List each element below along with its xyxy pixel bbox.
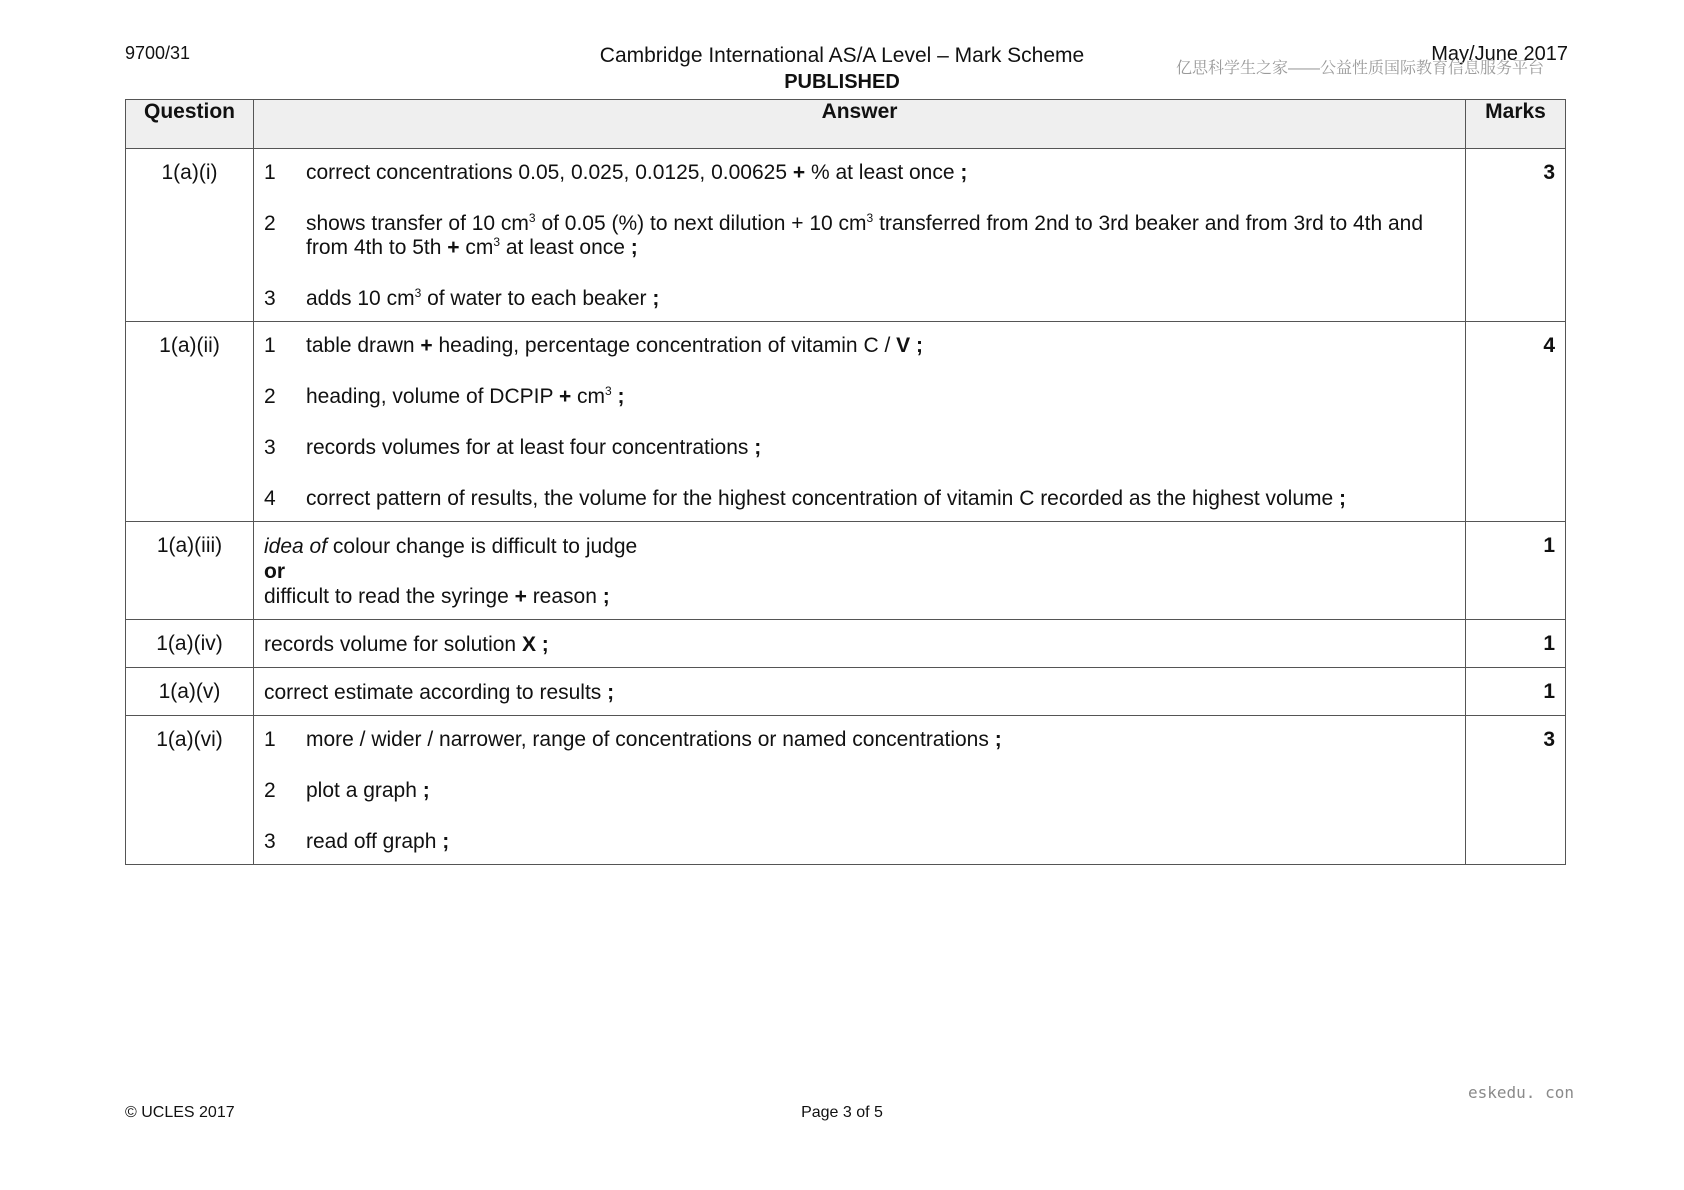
point-number: 2 bbox=[264, 385, 276, 408]
answer-line: correct estimate according to results ; bbox=[264, 681, 615, 704]
point-text: table drawn + heading, percentage concentration of vitamin C / V ; bbox=[306, 334, 923, 357]
answer-line: difficult to read the syringe + reason ; bbox=[264, 585, 610, 608]
copyright-notice: © UCLES 2017 bbox=[125, 1104, 235, 1121]
answer-cell bbox=[254, 322, 1466, 522]
answer-point bbox=[264, 385, 1455, 409]
header-answer: Answer bbox=[254, 100, 1466, 149]
mark-scheme-table bbox=[125, 99, 1566, 865]
point-number: 3 bbox=[264, 436, 276, 459]
marks-cell: 4 bbox=[1466, 322, 1566, 522]
answer-point bbox=[264, 728, 1455, 752]
marks-cell: 1 bbox=[1466, 522, 1566, 620]
header-marks: Marks bbox=[1466, 100, 1566, 149]
point-number: 1 bbox=[264, 728, 276, 751]
answer-line: records volume for solution X ; bbox=[264, 633, 549, 656]
table-header-row bbox=[126, 100, 1566, 149]
header-question: Question bbox=[126, 100, 254, 149]
answer-point bbox=[264, 334, 1455, 358]
answer-point bbox=[264, 779, 1455, 803]
point-number: 3 bbox=[264, 287, 276, 310]
point-number: 1 bbox=[264, 161, 276, 184]
question-cell: 1(a)(iv) bbox=[126, 620, 254, 668]
page-number: Page 3 of 5 bbox=[801, 1104, 883, 1121]
point-text: records volumes for at least four concentrations ; bbox=[306, 436, 762, 459]
marks-cell: 3 bbox=[1466, 149, 1566, 322]
answer-point bbox=[264, 436, 1455, 460]
answer-line: idea of colour change is difficult to judge bbox=[264, 535, 638, 558]
point-number: 2 bbox=[264, 779, 276, 802]
or-separator: or bbox=[264, 560, 285, 583]
answer-point bbox=[264, 212, 1455, 260]
answer-cell bbox=[254, 668, 1466, 716]
table-row bbox=[126, 716, 1566, 865]
table-row bbox=[126, 668, 1566, 716]
point-text: heading, volume of DCPIP + $cm^3$ ; bbox=[306, 384, 625, 408]
point-text: more / wider / narrower, range of concentrations or named concentrations ; bbox=[306, 728, 1002, 751]
answer-point bbox=[264, 287, 1455, 311]
published-label: PUBLISHED bbox=[784, 71, 900, 93]
marks-cell: 3 bbox=[1466, 716, 1566, 865]
footer-watermark: eskedu. con bbox=[1468, 1083, 1574, 1102]
marks-cell: 1 bbox=[1466, 668, 1566, 716]
header-watermark: 亿思科学生之家——公益性质国际教育信息服务平台 bbox=[1176, 60, 1545, 77]
title-text: Cambridge International AS/A Level – Mark Scheme bbox=[599, 44, 1085, 67]
answer-cell bbox=[254, 620, 1466, 668]
answer-point bbox=[264, 830, 1455, 854]
table-row bbox=[126, 620, 1566, 668]
marks-cell: 1 bbox=[1466, 620, 1566, 668]
question-cell: 1(a)(v) bbox=[126, 668, 254, 716]
point-text: plot a graph ; bbox=[306, 779, 430, 802]
table-row bbox=[126, 522, 1566, 620]
answer-cell bbox=[254, 149, 1466, 322]
question-cell: 1(a)(ii) bbox=[126, 322, 254, 522]
point-number: 2 bbox=[264, 212, 276, 235]
question-cell: 1(a)(iii) bbox=[126, 522, 254, 620]
point-number: 1 bbox=[264, 334, 276, 357]
table-row bbox=[126, 322, 1566, 522]
answer-point bbox=[264, 161, 1455, 185]
point-text: adds 10 $cm^3$ of water to each beaker ; bbox=[306, 286, 660, 310]
point-text: shows transfer of 10 $cm^3$ of 0.05 (%) to next dilution + 10 $cm^3$ transferred from 2nd to 3rd beaker and from 3rd to 4th and from 4th to $5th + cm^3$ at least once ; bbox=[306, 211, 1424, 259]
answer-cell bbox=[254, 522, 1466, 620]
syllabus-code: 9700/31 bbox=[125, 43, 191, 63]
point-number: 4 bbox=[264, 487, 276, 510]
point-text: correct pattern of results, the volume for the highest concentration of vitamin C recorded as the highest volume ; bbox=[306, 487, 1347, 510]
question-cell: 1(a)(i) bbox=[126, 149, 254, 322]
answer-cell bbox=[254, 716, 1466, 865]
point-text: correct concentrations 0.05, 0.025, 0.0125, 0.00625 + % at least once ; bbox=[306, 161, 968, 184]
question-cell: 1(a)(vi) bbox=[126, 716, 254, 865]
answer-point bbox=[264, 487, 1455, 511]
exam-session: May/June 2017 bbox=[1431, 43, 1568, 65]
table-row bbox=[126, 149, 1566, 322]
point-number: 3 bbox=[264, 830, 276, 853]
point-text: read off graph ; bbox=[306, 830, 450, 853]
